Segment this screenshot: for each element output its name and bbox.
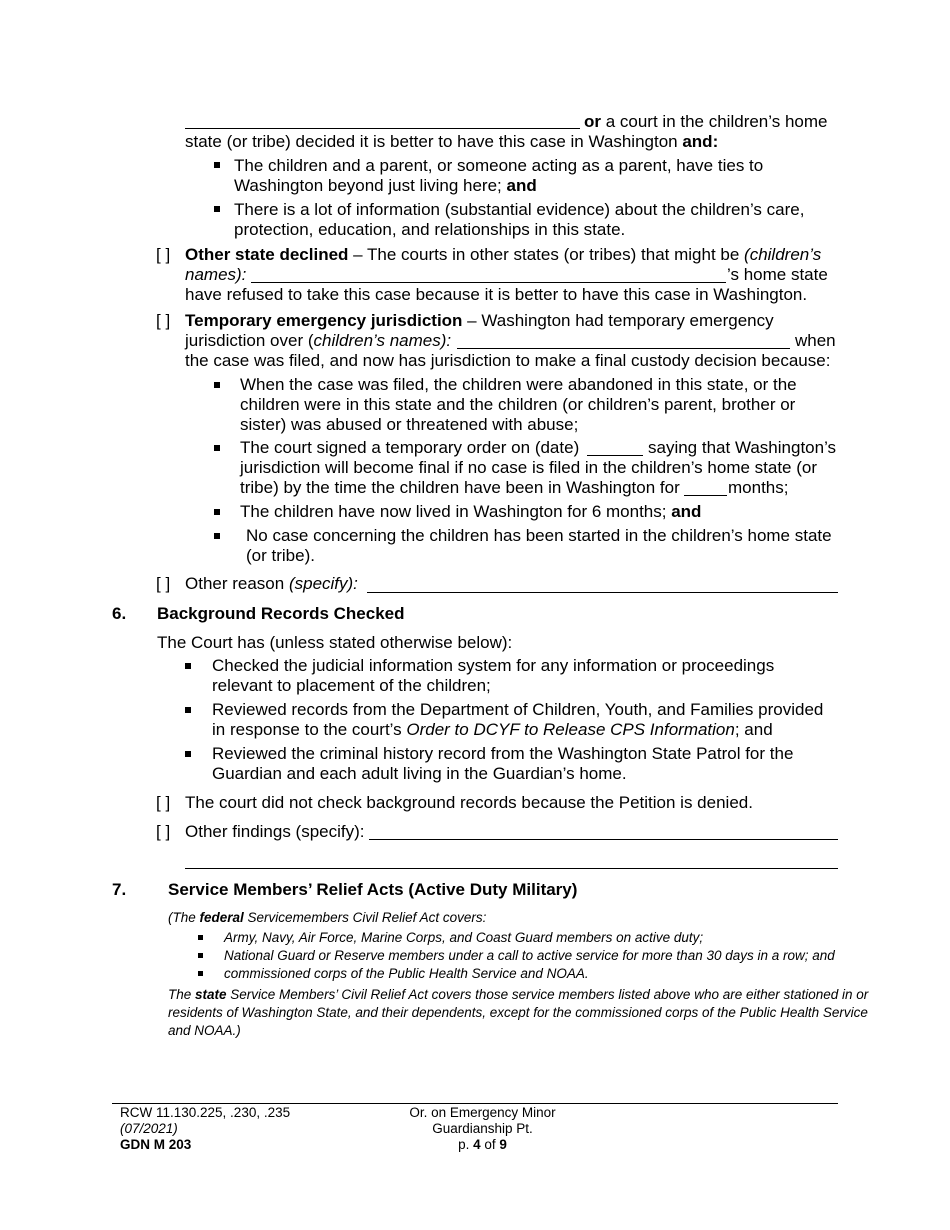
other-reason-checkbox[interactable]: [ ] xyxy=(156,574,171,593)
other-reason-label: Other reason (specify): xyxy=(185,574,358,593)
other-findings-checkbox[interactable]: [ ] xyxy=(156,822,171,841)
temp-emergency-line-1: Temporary emergency jurisdiction – Washington had temporary emergency xyxy=(185,311,774,330)
bullet-icon xyxy=(214,445,220,451)
temp-bullet-2-line-1: The court signed a temporary order on (date) xyxy=(240,438,580,457)
section-6-bullet-2: Reviewed records from the Department of Children, Youth, and Families provided in response to the court’s Order to DCYF to Release CPS Information; and xyxy=(212,700,824,739)
intro-line-1: or a court in the children’s home xyxy=(584,112,828,131)
footer-page: p. 4 of 9 xyxy=(458,1137,507,1152)
other-state-names-label: names): xyxy=(185,265,247,284)
other-findings-field-2[interactable] xyxy=(185,868,838,869)
temp-bullet-2-line-1-post: saying that Washington’s xyxy=(648,438,837,457)
bullet-icon xyxy=(198,953,203,958)
temp-bullet-3: The children have now lived in Washington for 6 months; and xyxy=(240,502,702,521)
temp-emergency-line-3: the case was filed, and now has jurisdiction to make a final custody decision because: xyxy=(185,351,831,370)
bullet-icon xyxy=(185,663,191,669)
military-item-2: National Guard or Reserve members under a call to active service for more than 30 days in a row; and xyxy=(224,948,835,963)
intro-bullet-1: The children and a parent, or someone acting as a parent, have ties to Washington beyond just living here; and xyxy=(234,156,764,195)
no-check-checkbox[interactable]: [ ] xyxy=(156,793,171,812)
no-check-label: The court did not check background records because the Petition is denied. xyxy=(185,793,753,812)
footer-title-2: Guardianship Pt. xyxy=(432,1121,533,1136)
section-6-bullet-3: Reviewed the criminal history record from the Washington State Patrol for the Guardian and each adult living in the Guardian’s home. xyxy=(212,744,794,783)
military-item-1: Army, Navy, Air Force, Marine Corps, and Coast Guard members on active duty; xyxy=(224,930,704,945)
intro-blank-line xyxy=(185,128,580,129)
military-item-3: commissioned corps of the Public Health Service and NOAA. xyxy=(224,966,589,981)
state-act-paragraph: The state Service Members’ Civil Relief Act covers those service members listed above who are either stationed in or residents of Washington State, and their dependents, except for the commissioned corps of the Public Health Service and NOAA.) xyxy=(168,987,869,1038)
bullet-icon xyxy=(214,533,220,539)
bullet-icon xyxy=(214,206,220,212)
bullet-icon xyxy=(198,935,203,940)
bullet-icon xyxy=(214,382,220,388)
bullet-icon xyxy=(185,751,191,757)
temp-bullet-4: No case concerning the children has been started in the children’s home state (or tribe). xyxy=(246,526,832,565)
temp-emergency-when: when xyxy=(795,331,836,350)
footer-center xyxy=(380,1105,585,1153)
section-6-title: Background Records Checked xyxy=(157,604,405,623)
footer-form-number: GDN M 203 xyxy=(120,1137,192,1152)
order-date-field[interactable] xyxy=(587,455,643,456)
temp-bullet-2-months: months; xyxy=(728,478,789,497)
temp-children-names-field[interactable] xyxy=(457,348,790,349)
footer-rcw: RCW 11.130.225, .230, .235 xyxy=(120,1105,291,1120)
temp-emergency-line-2: jurisdiction over (children’s names): xyxy=(185,331,452,350)
section-6-intro: The Court has (unless stated otherwise below): xyxy=(157,633,513,652)
temp-bullet-1: When the case was filed, the children were abandoned in this state, or the children were in this state and the children (or children’s parent, brother or sister) was abused or threatened with abuse; xyxy=(240,375,797,434)
footer-title-1: Or. on Emergency Minor xyxy=(409,1105,556,1120)
other-state-line-3: have refused to take this case because it is better to have this case in Washington. xyxy=(185,285,808,304)
intro-line-2: state (or tribe) decided it is better to have this case in Washington and: xyxy=(185,132,719,151)
footer-rule xyxy=(112,1103,838,1104)
section-6-bullet-1: Checked the judicial information system for any information or proceedings relevant to placement of the children; xyxy=(212,656,775,695)
federal-act-intro: (The federal Servicemembers Civil Relief Act covers: xyxy=(168,910,487,925)
bullet-icon xyxy=(214,509,220,515)
section-7-number: 7. xyxy=(112,880,127,899)
footer-left xyxy=(120,1105,290,1153)
bullet-icon xyxy=(185,707,191,713)
other-reason-field[interactable] xyxy=(367,592,838,593)
section-6-number: 6. xyxy=(112,604,127,623)
temp-bullet-2-line-3: tribe) by the time the children have been in Washington for xyxy=(240,478,680,497)
other-state-line-1: Other state declined – The courts in other states (or tribes) that might be (children’s xyxy=(185,245,822,264)
section-7-title: Service Members’ Relief Acts (Active Duty Military) xyxy=(168,880,578,899)
bullet-icon xyxy=(198,971,203,976)
temp-emergency-checkbox[interactable]: [ ] xyxy=(156,311,171,330)
other-state-checkbox[interactable]: [ ] xyxy=(156,245,171,264)
other-findings-label: Other findings (specify): xyxy=(185,822,365,841)
temp-bullet-2-line-2: jurisdiction will become final if no case is filed in the children’s home state (or xyxy=(240,458,818,477)
bullet-icon xyxy=(214,162,220,168)
children-names-field[interactable] xyxy=(251,282,726,283)
months-field[interactable] xyxy=(684,495,727,496)
footer-date: (07/2021) xyxy=(120,1121,178,1136)
intro-bullet-2: There is a lot of information (substantial evidence) about the children’s care, protection, education, and relationships in this state. xyxy=(234,200,805,239)
other-state-suffix: ’s home state xyxy=(727,265,828,284)
other-findings-field[interactable] xyxy=(369,839,838,840)
